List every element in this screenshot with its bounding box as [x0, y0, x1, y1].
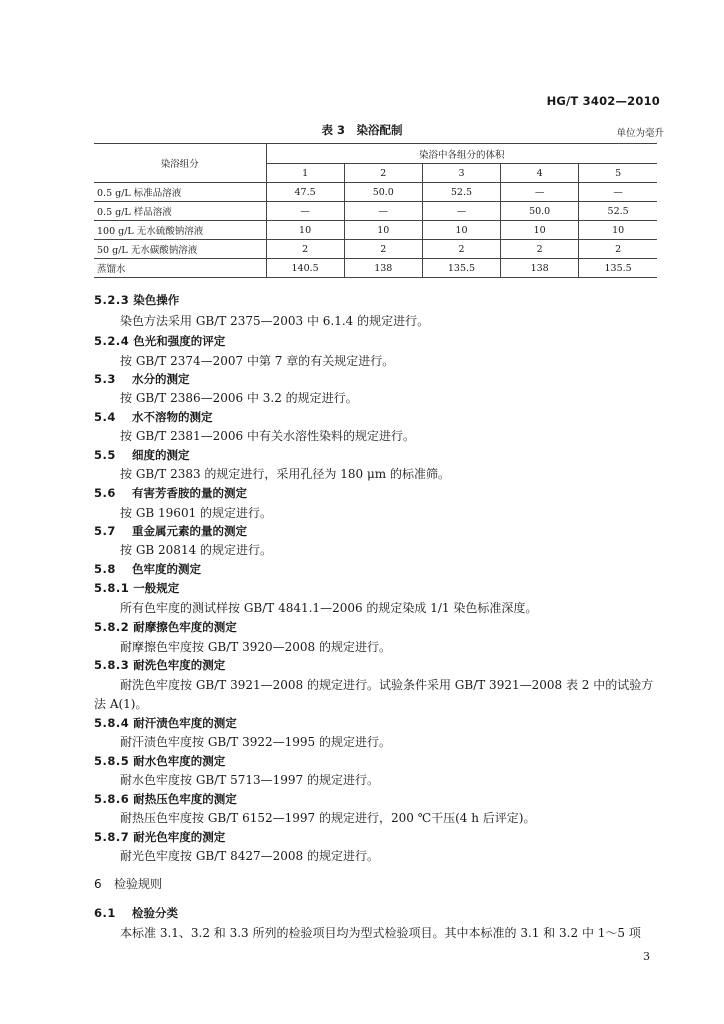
section-heading: [94, 580, 179, 596]
row-label: 100 g/L 无水硫酸钠溶液: [94, 221, 266, 240]
table-cell: 10: [422, 221, 500, 240]
table-cell: —: [344, 202, 422, 221]
table-cell: 52.5: [579, 202, 657, 221]
section-heading: [94, 657, 225, 673]
section-text: 耐洗色牢度按 GB/T 3921—2008 的规定进行。试验条件采用 GB/T 3921—2008 表 2 中的试验方: [120, 678, 654, 692]
section-title: 耐水色牢度的测定: [133, 754, 226, 768]
section-heading: [94, 292, 179, 308]
section-number: 5.6: [94, 486, 116, 500]
section-heading: [94, 333, 225, 349]
section-text: 按 GB/T 2374—2007 中第 7 章的有关规定进行。: [120, 354, 395, 368]
column-header: 1: [266, 164, 344, 183]
column-header: 5: [579, 164, 657, 183]
table-cell: 2: [579, 240, 657, 259]
table-row: [94, 202, 657, 221]
section-text: 按 GB/T 2383 的规定进行，采用孔径为 180 μm 的标准筛。: [120, 467, 450, 481]
section-title: 水分的测定: [132, 372, 190, 386]
section-text: 按 GB 20814 的规定进行。: [120, 543, 273, 557]
section-heading: [94, 753, 225, 769]
section-text: 按 GB/T 2381—2006 中有关水溶性染料的规定进行。: [120, 429, 415, 443]
section-heading: [94, 409, 213, 425]
table-cell: —: [422, 202, 500, 221]
section-number: 5.8.5: [94, 754, 130, 768]
table-cell: —: [501, 183, 579, 202]
table-caption: 表 3 染浴配制: [321, 123, 403, 137]
section-number: 5.8.3: [94, 658, 130, 672]
table-cell: 47.5: [266, 183, 344, 202]
section-heading: [94, 485, 247, 501]
section-heading: [94, 905, 178, 921]
section-title: 耐洗色牢度的测定: [133, 658, 226, 672]
section-title: 耐摩擦色牢度的测定: [133, 620, 237, 634]
table-cell: 10: [266, 221, 344, 240]
table-cell: —: [579, 183, 657, 202]
section-number: 5.2.4: [94, 334, 130, 348]
section-number: 5.3: [94, 372, 116, 386]
table-cell: 140.5: [266, 259, 344, 278]
section-number: 5.8.1: [94, 581, 130, 595]
section-heading: [94, 447, 190, 463]
section-heading: [94, 791, 237, 807]
chapter-heading: [94, 876, 162, 892]
table-row: [94, 221, 657, 240]
section-number: 5.4: [94, 410, 116, 424]
section-heading: [94, 715, 237, 731]
row-label: 50 g/L 无水碳酸钠溶液: [94, 240, 266, 259]
section-number: 5.5: [94, 448, 116, 462]
row-label: 0.5 g/L 标准品溶液: [94, 183, 266, 202]
section-text: 本标准 3.1、3.2 和 3.3 所列的检验项目均为型式检验项目。其中本标准的 3.1 和 3.2 中 1～5 项: [120, 926, 641, 940]
section-number: 6.1: [94, 906, 116, 920]
section-number: 5.8.6: [94, 792, 130, 806]
table-cell: 2: [422, 240, 500, 259]
section-text: 所有色牢度的测试样按 GB/T 4841.1—2006 的规定染成 1/1 染色标准深度。: [120, 601, 538, 615]
table-cell: 10: [579, 221, 657, 240]
section-title: 染色操作: [133, 293, 180, 307]
section-number: 5.8.2: [94, 620, 130, 634]
section-text: 耐汗渍色牢度按 GB/T 3922—1995 的规定进行。: [120, 735, 391, 749]
section-heading: [94, 561, 201, 577]
section-title: 耐光色牢度的测定: [133, 830, 226, 844]
section-text: 按 GB 19601 的规定进行。: [120, 506, 273, 520]
section-number: 5.2.3: [94, 293, 130, 307]
section-title: 一般规定: [133, 581, 180, 595]
section-title: 耐热压色牢度的测定: [133, 792, 237, 806]
section-number: 5.8: [94, 562, 116, 576]
table-cell: 50.0: [344, 183, 422, 202]
column-header: 2: [344, 164, 422, 183]
document-code: HG/T 3402—2010: [546, 94, 660, 108]
row-label: 0.5 g/L 样品溶液: [94, 202, 266, 221]
table-row: [94, 183, 657, 202]
table-cell: 2: [266, 240, 344, 259]
section-title: 水不溶物的测定: [132, 410, 213, 424]
table-cell: 2: [344, 240, 422, 259]
table-cell: 135.5: [579, 259, 657, 278]
section-text: 耐摩擦色牢度按 GB/T 3920—2008 的规定进行。: [120, 640, 391, 654]
chapter-title: 检验规则: [114, 877, 163, 891]
table-cell: 10: [501, 221, 579, 240]
column-header: 4: [501, 164, 579, 183]
row-label: 蒸馏水: [94, 259, 266, 278]
table-unit-note: 单位为毫升: [616, 128, 664, 139]
table-cell: —: [266, 202, 344, 221]
section-heading: [94, 523, 247, 539]
table-cell: 135.5: [422, 259, 500, 278]
section-title: 重金属元素的量的测定: [132, 524, 248, 538]
section-text: 耐水色牢度按 GB/T 5713—1997 的规定进行。: [120, 773, 379, 787]
table-row: [94, 240, 657, 259]
section-title: 有害芳香胺的量的测定: [132, 486, 248, 500]
section-number: 5.8.7: [94, 830, 130, 844]
table-header-row: [94, 144, 657, 164]
chapter-number: 6: [94, 877, 102, 891]
section-number: 5.7: [94, 524, 116, 538]
table-cell: 10: [344, 221, 422, 240]
table-cell: 138: [344, 259, 422, 278]
section-heading: [94, 829, 225, 845]
page-number: 3: [643, 950, 650, 963]
section-title: 耐汗渍色牢度的测定: [133, 716, 237, 730]
table-row: [94, 259, 657, 278]
component-header: 染浴组分: [94, 144, 266, 183]
table-cell: 2: [501, 240, 579, 259]
section-text: 耐热压色牢度按 GB/T 6152—1997 的规定进行，200 ℃干压(4 h 后评定)。: [120, 811, 536, 825]
section-text-continued: 法 A(1)。: [94, 697, 148, 711]
dye-bath-table: [94, 143, 657, 278]
section-number: 5.8.4: [94, 716, 130, 730]
section-title: 检验分类: [132, 906, 179, 920]
section-heading: [94, 371, 190, 387]
table-cell: 138: [501, 259, 579, 278]
table-cell: 50.0: [501, 202, 579, 221]
table-cell: 52.5: [422, 183, 500, 202]
section-title: 细度的测定: [132, 448, 190, 462]
volume-header: 染浴中各组分的体积: [266, 144, 657, 164]
section-title: 色光和强度的评定: [133, 334, 226, 348]
section-text: 染色方法采用 GB/T 2375—2003 中 6.1.4 的规定进行。: [120, 314, 430, 328]
section-heading: [94, 619, 237, 635]
section-text: 耐光色牢度按 GB/T 8427—2008 的规定进行。: [120, 849, 379, 863]
section-text: 按 GB/T 2386—2006 中 3.2 的规定进行。: [120, 391, 358, 405]
section-title: 色牢度的测定: [132, 562, 202, 576]
column-header: 3: [422, 164, 500, 183]
